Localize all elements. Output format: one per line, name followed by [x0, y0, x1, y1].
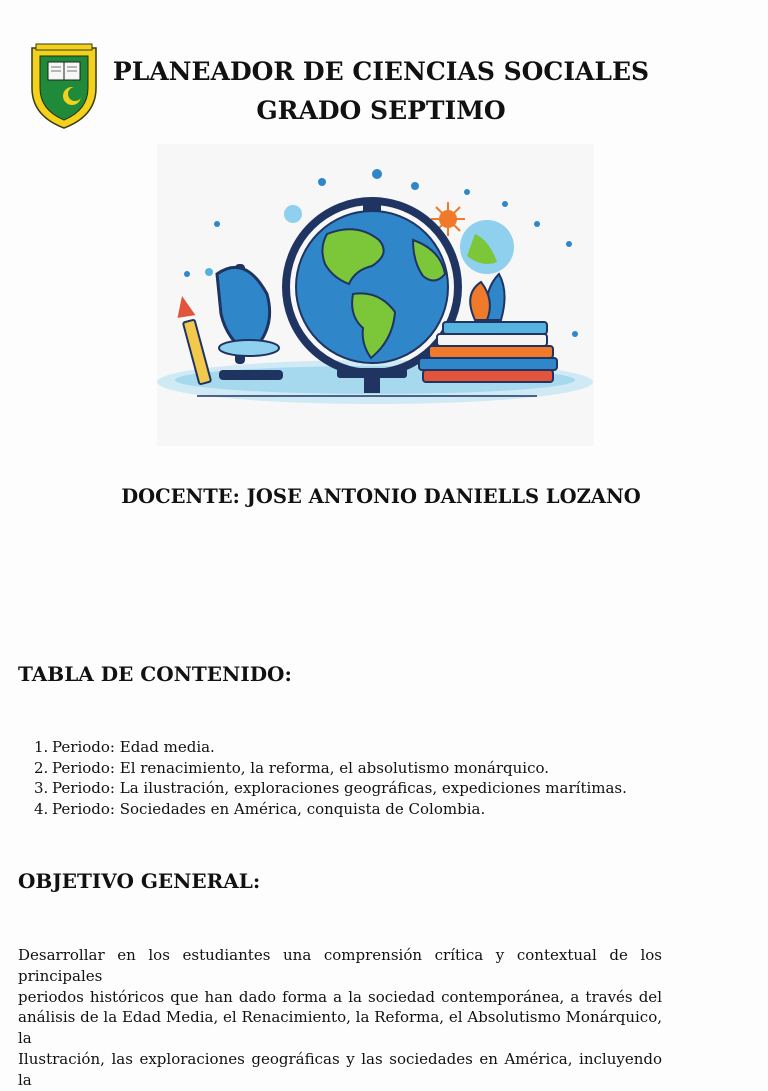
paragraph-line: Desarrollar en los estudiantes una comprensión crítica y contextual de los principales [18, 946, 662, 985]
toc-heading: TABLA DE CONTENIDO: [18, 662, 292, 686]
paragraph-line: Ilustración, las exploraciones geográficas y las sociedades en América, incluyendo la [18, 1049, 662, 1089]
toc-item: 3. Periodo: La ilustración, exploraciones geográficas, expediciones marítimas. [34, 779, 627, 798]
toc-item: 4. Periodo: Sociedades en América, conquista de Colombia. [34, 800, 486, 819]
objective-paragraph [18, 945, 662, 1091]
page-title-line-2: GRADO SEPTIMO [256, 96, 506, 125]
page-title-line-1: PLANEADOR DE CIENCIAS SOCIALES [112, 57, 650, 86]
objective-heading: OBJETIVO GENERAL: [18, 869, 261, 893]
paragraph-line: análisis de la Edad Media, el Renacimiento, la Reforma, el Absolutismo Monárquico, la [18, 1008, 662, 1048]
teacher-name: DOCENTE: JOSE ANTONIO DANIELLS LOZANO [121, 485, 641, 508]
toc-list [34, 737, 627, 820]
toc-item: 2. Periodo: El renacimiento, la reforma, el absolutismo monárquico. [34, 758, 550, 777]
toc-item: 1. Periodo: Edad media. [34, 738, 215, 756]
social-science-illustration [157, 144, 594, 446]
paragraph-line: periodos históricos que han dado forma a la sociedad contemporánea, a través del [18, 987, 662, 1006]
